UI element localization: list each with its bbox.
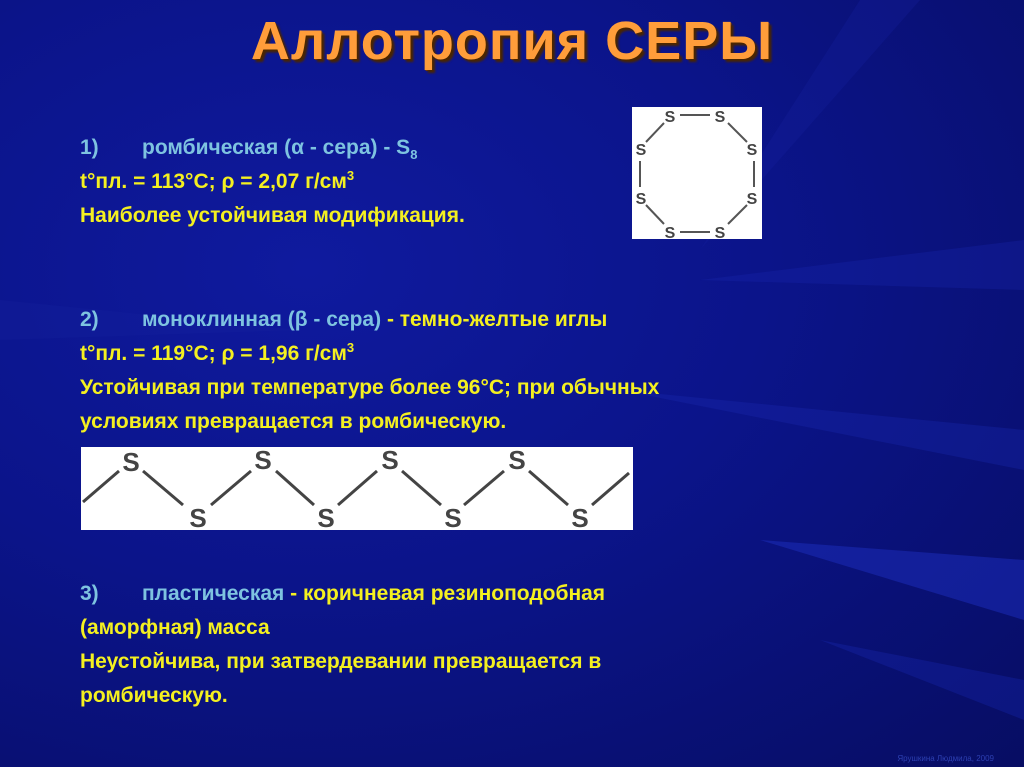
item-name-line2: (аморфная) масса — [80, 616, 270, 639]
sulfur-atom: S — [122, 447, 140, 477]
melting-point: t°пл. = 113°С; — [80, 170, 222, 193]
sulfur-atom: S — [746, 142, 758, 159]
item-name-rest: - сера) - S — [303, 136, 411, 159]
item-name: ромбическая ( — [142, 136, 292, 159]
slide-title: Аллотропия СЕРЫ — [250, 11, 774, 71]
unit-superscript: 3 — [346, 340, 355, 355]
formula-subscript: 8 — [410, 147, 418, 163]
alpha-symbol: α — [291, 136, 304, 159]
sulfur-atom: S — [189, 503, 207, 530]
sulfur-atom: S — [571, 503, 589, 530]
unit-superscript: 3 — [346, 168, 355, 183]
item-description-line1: Устойчивая при температуре более 96°С; при обычных — [80, 376, 660, 399]
sulfur-atom: S — [664, 225, 676, 239]
density: = 2,07 г/см — [234, 170, 347, 193]
item-rhombic — [80, 131, 465, 233]
sulfur-atom: S — [714, 225, 726, 239]
sulfur-atom: S — [254, 447, 272, 475]
sulfur-atom: S — [664, 109, 676, 126]
item-number: 1) — [80, 136, 99, 159]
item-number: 2) — [80, 308, 99, 331]
sulfur-atom: S — [508, 447, 526, 475]
item-number: 3) — [80, 582, 99, 605]
item-description-line2: условиях превращается в ромбическую. — [80, 410, 507, 433]
sulfur-atom: S — [317, 503, 335, 530]
item-name: пластическая — [142, 582, 285, 605]
item-name-rest: - темно-желтые иглы — [381, 308, 608, 331]
item-name: моноклинная ( — [142, 308, 295, 331]
density: = 1,96 г/см — [234, 342, 347, 365]
sulfur-atom: S — [714, 109, 726, 126]
sulfur-atom: S — [746, 191, 758, 208]
item-name-rest: - коричневая резиноподобная — [284, 582, 606, 605]
s8-ring-svg — [632, 107, 762, 239]
sulfur-chain-svg — [81, 447, 633, 530]
item-name-mid: - сера) — [307, 308, 382, 331]
item-plastic — [80, 577, 605, 713]
beta-symbol: β — [294, 308, 308, 331]
rho-symbol: ρ — [221, 342, 235, 365]
sulfur-atom: S — [444, 503, 462, 530]
s8-ring-diagram — [632, 107, 762, 239]
rho-symbol: ρ — [221, 170, 235, 193]
sulfur-chain-diagram — [81, 447, 633, 530]
item-description: Наиболее устойчивая модификация. — [80, 204, 465, 227]
sulfur-atom: S — [635, 191, 647, 208]
sulfur-atom: S — [635, 142, 647, 159]
footer-credit: Ярушкина Людмила, 2009 — [897, 754, 994, 763]
item-monoclinic — [80, 303, 659, 439]
item-description-line2: ромбическую. — [80, 684, 228, 707]
item-description-line1: Неустойчива, при затвердевании превращается в — [80, 650, 602, 673]
sulfur-atom: S — [381, 447, 399, 475]
melting-point: t°пл. = 119°С; — [80, 342, 222, 365]
